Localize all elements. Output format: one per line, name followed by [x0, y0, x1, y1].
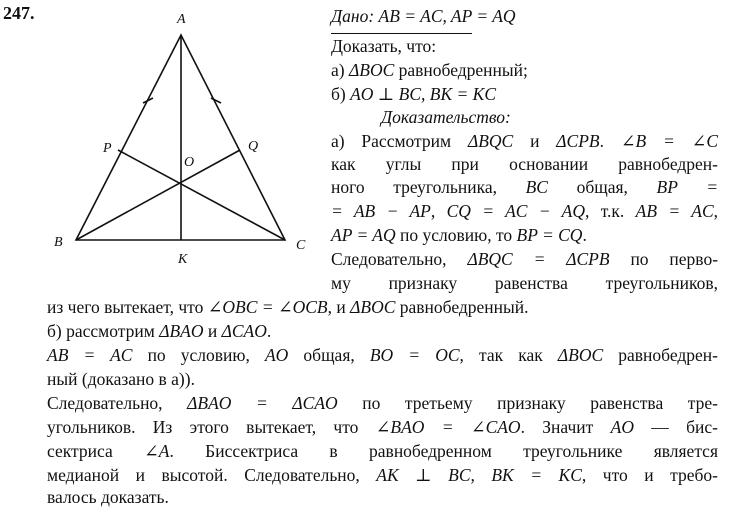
text-segment: и: [513, 131, 557, 151]
text-line: [47, 392, 718, 414]
text-segment: Доказать, что:: [331, 36, 437, 56]
math-expression: = AB − AP: [331, 201, 431, 221]
math-expression: ΔCPB: [556, 131, 600, 151]
text-segment: б) рассмотрим: [47, 321, 160, 341]
text-line: [47, 368, 195, 390]
math-expression: Доказательство:: [381, 107, 511, 127]
text-line: [331, 272, 718, 294]
text-segment: .: [599, 131, 621, 151]
math-expression: ΔBAO: [159, 321, 204, 341]
text-segment: а): [331, 60, 349, 80]
text-segment: ,: [713, 201, 718, 221]
math-expression: ∠B = ∠C: [620, 131, 718, 151]
math-expression: BO = OC: [369, 345, 460, 365]
math-expression: ∠BAO = ∠CAO: [375, 417, 521, 437]
text-line: [331, 224, 587, 246]
text-segment: . Значит: [520, 417, 611, 437]
text-segment: общая,: [547, 177, 657, 197]
text-segment: .: [582, 225, 587, 245]
text-segment: по перво-: [609, 249, 719, 269]
math-expression: ΔBOC: [557, 345, 604, 365]
text-segment: равнобедренный.: [395, 297, 529, 317]
text-segment: по третьему признаку равенства тре-: [337, 393, 718, 413]
math-expression: AB = AC: [47, 345, 133, 365]
text-segment: угольников. Из этого вытекает, что: [47, 417, 376, 437]
math-expression: AP = AQ: [331, 225, 396, 245]
text-line: [381, 106, 511, 128]
text-segment: ,: [430, 201, 447, 221]
text-segment: , т.к.: [584, 201, 636, 221]
math-expression: ΔBQC: [467, 131, 514, 151]
text-segment: из чего вытекает, что: [47, 297, 208, 317]
text-line: [331, 5, 516, 27]
given-divider: [331, 33, 472, 34]
text-line: [47, 440, 718, 462]
text-segment: , что и требо-: [581, 465, 718, 485]
text-segment: му признаку равенства треугольников,: [331, 273, 718, 293]
math-expression: Дано: AB = AC, AP = AQ: [331, 6, 516, 26]
label-p: P: [103, 141, 112, 156]
math-expression: ΔBAO = ΔCAO: [187, 393, 338, 413]
text-segment: как углы при основании равнобедрен-: [331, 154, 718, 174]
text-line: [331, 35, 436, 57]
math-expression: BP =: [656, 177, 719, 197]
text-segment: по условию,: [132, 345, 265, 365]
label-b: B: [54, 235, 63, 250]
label-a: A: [177, 12, 186, 27]
segment-cp: [118, 150, 285, 240]
text-segment: .: [266, 321, 272, 341]
text-segment: ный (доказано в а)).: [47, 369, 195, 389]
math-expression: ∠OBC = ∠OCB: [207, 297, 328, 317]
text-line: [331, 153, 718, 175]
problem-number: 247.: [3, 3, 35, 23]
math-expression: ∠A: [144, 441, 170, 461]
math-expression: ΔBQC = ΔCPB: [467, 249, 610, 269]
text-segment: медианой и высотой. Следовательно,: [47, 465, 377, 485]
text-line: [47, 344, 718, 366]
label-o: O: [184, 155, 195, 170]
text-segment: ного треугольника,: [331, 177, 526, 197]
text-segment: равнобедренный;: [394, 60, 528, 80]
text-segment: б): [331, 84, 351, 104]
text-segment: сектриса: [47, 441, 145, 461]
text-line: [47, 486, 169, 508]
text-line: [47, 416, 718, 438]
math-expression: AO: [610, 417, 634, 437]
segment-bq: [76, 150, 240, 240]
text-line: [331, 176, 718, 198]
text-line: [331, 200, 718, 222]
math-expression: AB = AC: [635, 201, 714, 221]
text-line: [47, 464, 718, 486]
label-c: C: [296, 238, 306, 253]
math-expression: ΔCAO: [221, 321, 267, 341]
text-segment: , и: [327, 297, 351, 317]
text-segment: Следовательно,: [47, 393, 188, 413]
text-line: [331, 83, 496, 105]
text-segment: . Биссектриса в равнобедренном треугольнике является: [169, 441, 718, 461]
text-segment: по условию, то: [395, 225, 517, 245]
math-expression: CQ = AC − AQ: [446, 201, 585, 221]
math-expression: AO: [264, 345, 289, 365]
text-segment: Следовательно,: [331, 249, 468, 269]
math-expression: BC: [525, 177, 548, 197]
text-segment: общая,: [288, 345, 370, 365]
text-line: [331, 59, 528, 81]
text-segment: и: [203, 321, 222, 341]
text-segment: валось доказать.: [47, 487, 169, 507]
text-line: [331, 248, 718, 270]
label-k: K: [178, 252, 188, 267]
text-segment: а) Рассмотрим: [331, 131, 468, 151]
text-segment: равнобедрен-: [603, 345, 718, 365]
text-line: [331, 130, 718, 152]
math-expression: BP = CQ: [516, 225, 583, 245]
math-expression: ΔBOC: [348, 60, 395, 80]
text-line: [47, 320, 271, 342]
text-line: [47, 296, 529, 318]
text-segment: — бис-: [633, 417, 719, 437]
label-q: Q: [248, 139, 259, 154]
text-segment: , так как: [459, 345, 558, 365]
math-expression: ΔBOC: [350, 297, 396, 317]
math-expression: AK ⊥ BC, BK = KC: [376, 465, 582, 485]
math-expression: AO ⊥ BC, BK = KC: [350, 84, 497, 104]
